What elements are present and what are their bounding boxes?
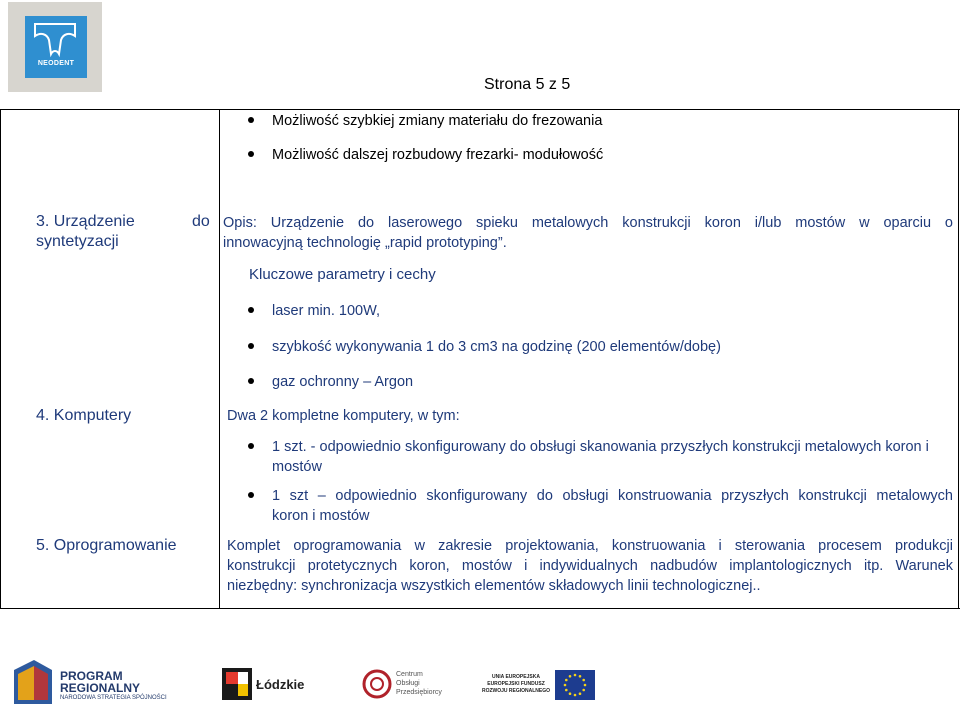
- table-right-border: [958, 109, 959, 609]
- table-top-border: [0, 109, 960, 110]
- bullet-icon: [248, 307, 254, 313]
- section4-bullet1-cont: mostów: [272, 459, 322, 475]
- section5-line2: konstrukcji protetycznych koron, mostów i indywidualnych nadbudów implantologicznych itp. Warunek: [227, 558, 953, 574]
- bullet-icon: [248, 443, 254, 449]
- section3-title-line1: 3. Urządzenie: [36, 213, 135, 230]
- table-column-divider: [219, 109, 220, 609]
- section3-params-heading: Kluczowe parametry i cechy: [249, 266, 436, 283]
- bullet-icon: [248, 492, 254, 498]
- section3-desc-line2: innowacyjną technologię „rapid prototyping”.: [223, 235, 507, 251]
- centrum-obslugi-logo-icon: [362, 668, 392, 700]
- logo-brand-text: NEODENT: [37, 60, 75, 67]
- list-item: 1 szt – odpowiednio skonfigurowany do obsługi konstruowania przyszłych konstrukcji metalowych: [248, 486, 953, 506]
- list-item: Możliwość dalszej rozbudowy frezarki- modułowość: [248, 145, 603, 165]
- company-logo: [8, 2, 102, 92]
- section4-title: 4. Komputery: [36, 407, 132, 424]
- table-left-border: [0, 109, 1, 609]
- section3-title-line2: syntetyzacji: [36, 233, 119, 250]
- program-regionalny-emblem-icon: [14, 660, 52, 704]
- bullet-icon: [248, 343, 254, 349]
- list-item: Możliwość szybkiej zmiany materiału do frezowania: [248, 111, 602, 131]
- page-number: Strona 5 z 5: [484, 76, 571, 93]
- section3-desc-line1: Opis: Urządzenie do laserowego spieku metalowych konstrukcji koron i/lub mostów w oparciu o: [223, 215, 953, 231]
- lodzkie-logo-icon: [222, 668, 252, 700]
- section5-line1: Komplet oprogramowania w zakresie projektowania, konstruowania i sterowania procesem produkcji: [227, 538, 953, 554]
- list-item: 1 szt. - odpowiednio skonfigurowany do obsługi skanowania przyszłych konstrukcji metalowych koron i: [248, 437, 929, 457]
- list-item: szybkość wykonywania 1 do 3 cm3 na godzinę (200 elementów/dobę): [248, 337, 721, 357]
- bullet-icon: [248, 151, 254, 157]
- centrum-obslugi-text: Centrum Obsługi Przedsiębiorcy: [396, 671, 442, 696]
- program-regionalny-text: PROGRAM REGIONALNY NARODOWA STRATEGIA SPÓJNOŚCI: [60, 669, 167, 701]
- lodzkie-text: Łódzkie: [256, 677, 305, 692]
- section5-line3: niezbędny: synchronizacja wszystkich elementów składowych linii technologicznej..: [227, 578, 761, 594]
- section4-bullet2-cont: koron i mostów: [272, 508, 370, 524]
- list-item: laser min. 100W,: [248, 301, 380, 321]
- section3-title-do: do: [192, 213, 210, 230]
- section5-title: 5. Oprogramowanie: [36, 537, 177, 554]
- eu-fund-text: UNIA EUROPEJSKA EUROPEJSKI FUNDUSZ ROZWOJU REGIONALNEGO: [481, 674, 551, 694]
- list-item: gaz ochronny – Argon: [248, 372, 413, 392]
- bullet-icon: [248, 378, 254, 384]
- table-bottom-border: [0, 608, 960, 609]
- section4-intro: Dwa 2 kompletne komputery, w tym:: [227, 408, 460, 424]
- bullet-icon: [248, 117, 254, 123]
- eu-flag-icon: [555, 670, 595, 700]
- tooth-logo-icon: [25, 16, 87, 78]
